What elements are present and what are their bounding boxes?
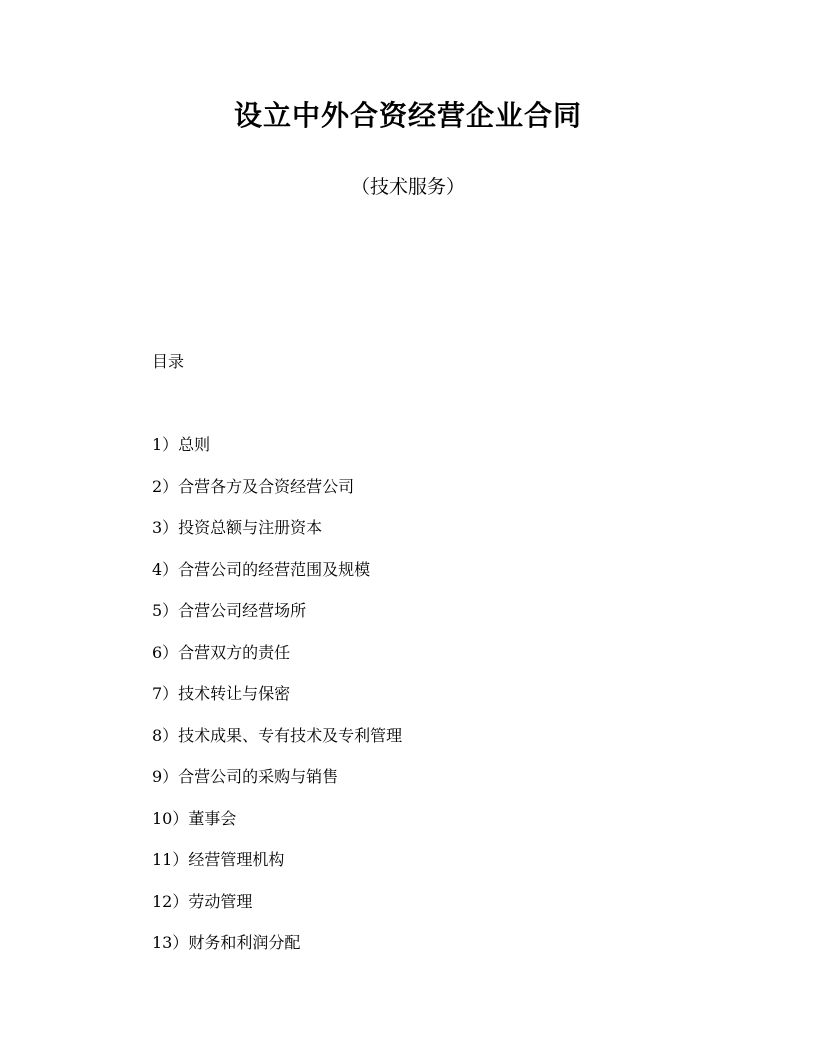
toc-heading: 目录 xyxy=(152,352,185,371)
document-subtitle: （技术服务） xyxy=(350,176,465,198)
toc-item-8: 8）技术成果、专有技术及专利管理 xyxy=(152,725,403,745)
toc-item-1: 1）总则 xyxy=(152,435,211,454)
toc-item-6: 6）合营双方的责任 xyxy=(152,642,291,662)
toc-item-11: 11）经营管理机构 xyxy=(152,850,285,869)
toc-list xyxy=(152,433,402,973)
toc-item-13: 13）财务和利润分配 xyxy=(152,933,301,952)
document-title: 设立中外合资经营企业合同 xyxy=(233,99,582,132)
toc-item-10: 10）董事会 xyxy=(152,808,237,828)
toc-item-9: 9）合营公司的采购与销售 xyxy=(152,767,339,786)
toc-item-12: 12）劳动管理 xyxy=(152,891,253,911)
toc-item-5: 5）合营公司经营场所 xyxy=(152,601,307,620)
toc-item-2: 2）合营各方及合资经营公司 xyxy=(152,476,355,496)
toc-item-7: 7）技术转让与保密 xyxy=(152,684,291,703)
toc-item-4: 4）合营公司的经营范围及规模 xyxy=(152,559,371,579)
toc-item-3: 3）投资总额与注册资本 xyxy=(152,518,323,537)
